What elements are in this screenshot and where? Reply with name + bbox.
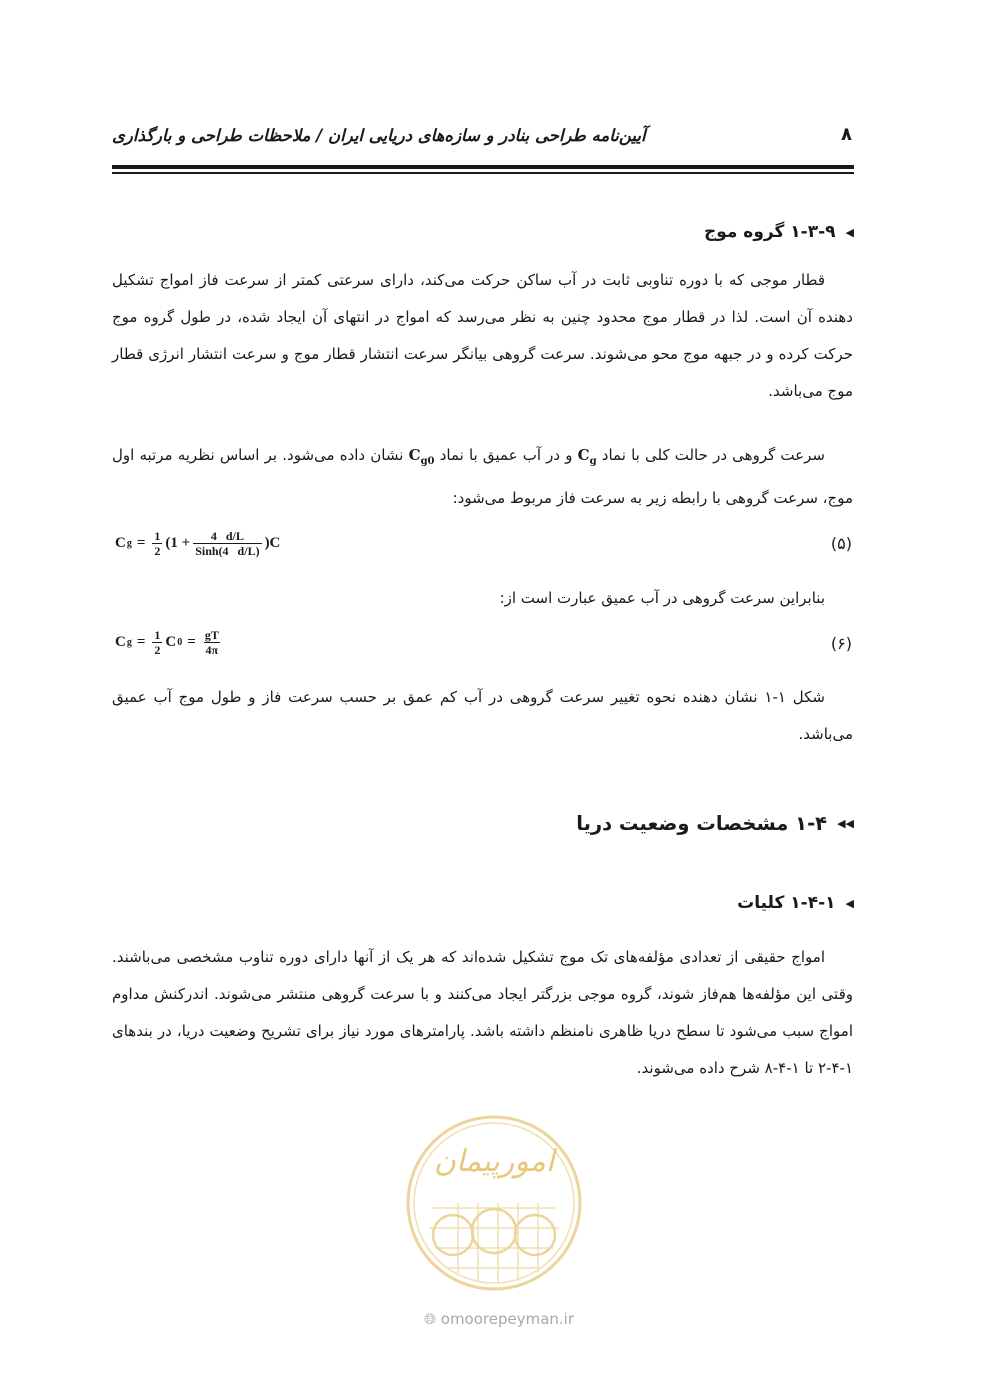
watermark-site: 🌐︎ omoorepeyman.ir (423, 1310, 575, 1328)
section-heading-sea-state (576, 812, 854, 835)
globe-icon: 🌐︎ (423, 1310, 436, 1328)
logo-text: امورپیمان (433, 1144, 555, 1179)
paragraph-deep-water-intro: بنابراین سرعت گروهی در آب عمیق عبارت است از: (499, 589, 825, 607)
paragraph-figure-reference: شکل ۱-۱ نشان دهنده نحوه تغییر سرعت گروهی در آب کم عمق بر حسب سرعت فاز و طول موج آب عمیق می‌باشد. (112, 688, 853, 743)
equation-5: C g = $\frac{1}{2}$ (1 + $\frac{4 d/L}{\text{Sinh(4 d/L)}}$ )C (115, 529, 281, 558)
heading-text: ۱-۴ مشخصات وضعیت دریا (576, 812, 828, 835)
paragraph-wave-group-intro: قطار موجی که با دوره تناوبی ثابت در آب ساکن حرکت می‌کند، دارای سرعتی کمتر از سرعت فاز امواج تشکیل دهنده آن است. لذا در قطار موج محدود چنین به نظر می‌رسد که امواج در انتهای آن ایجاد شده، در طول گروه موج حرکت کرده و در جبهه موج محو می‌شوند. سرعت گروهی بیانگر سرعت انتشار قطار موج و سرعت انتشار انرژی قطار موج می‌باشد. (112, 271, 853, 400)
fraction-half: $\frac{1}{2}$ (154, 529, 161, 558)
bullet-triangle-icon: ◀ (845, 896, 854, 910)
heading-text: ۱-۳-۹ گروه موج (703, 222, 836, 242)
heading-text: ۱-۴-۱ کلیات (737, 893, 836, 913)
header-rule-thin (112, 172, 854, 174)
paragraph-group-velocity: سرعت گروهی در حالت کلی با نماد $C_g$ و در آب عمیق با نماد $C_{g0}$ نشان داده می‌شود. بر اساس نظریه مرتبه اول موج، سرعت گروهی با رابطه زیر به سرعت فاز مربوط می‌شود: (112, 446, 853, 507)
symbol-cg: C (577, 446, 590, 464)
double-triangle-icon: ◀◀ (837, 817, 854, 830)
equation-number-5: (۵) (830, 534, 852, 553)
logo-outer-ring (408, 1117, 580, 1289)
bullet-triangle-icon: ◀ (845, 225, 854, 239)
running-header-title: آیین‌نامه طراحی بنادر و سازه‌های دریایی ایران / ملاحظات طراحی و بارگذاری (112, 126, 646, 145)
paragraph-sea-state-general: امواج حقیقی از تعدادی مؤلفه‌های تک موج تشکیل شده‌اند که هر یک از آنها دارای دوره تناوب مشخصی می‌باشند. وقتی این مؤلفه‌ها هم‌فاز شوند، گروه موجی بزرگتر ایجاد می‌کنند و با سرعت گروهی منتشر می‌شوند. اندرکنش مداوم امواج سبب می‌شود تا سطح دریا ظاهری نامنظم داشته باشد. پارامترهای مورد نیاز برای تشریح وضعیت دریا، در بندهای ۱-۴-۲ تا ۱-۴-۸ شرح داده می‌شوند. (112, 948, 853, 1077)
fraction-gt: $\frac{gT}{4\pi}$ (204, 628, 219, 657)
section-heading-general (737, 893, 854, 913)
fraction-half-eq6: $\frac{1}{2}$ (154, 628, 161, 657)
watermark-logo (403, 1113, 585, 1293)
header-rule-thick (112, 165, 854, 169)
equation-6: C g = $\frac{1}{2}$ C 0 = $\frac{gT}{4\pi}$ (115, 628, 219, 657)
symbol-cg0: C (408, 446, 421, 464)
fraction-sinh: $\frac{4 d/L}{\text{Sinh(4 d/L)}}$ (195, 529, 260, 558)
page-number: ۸ (841, 124, 852, 145)
equation-number-6: (۶) (830, 634, 852, 653)
section-heading-wave-group (704, 222, 854, 242)
